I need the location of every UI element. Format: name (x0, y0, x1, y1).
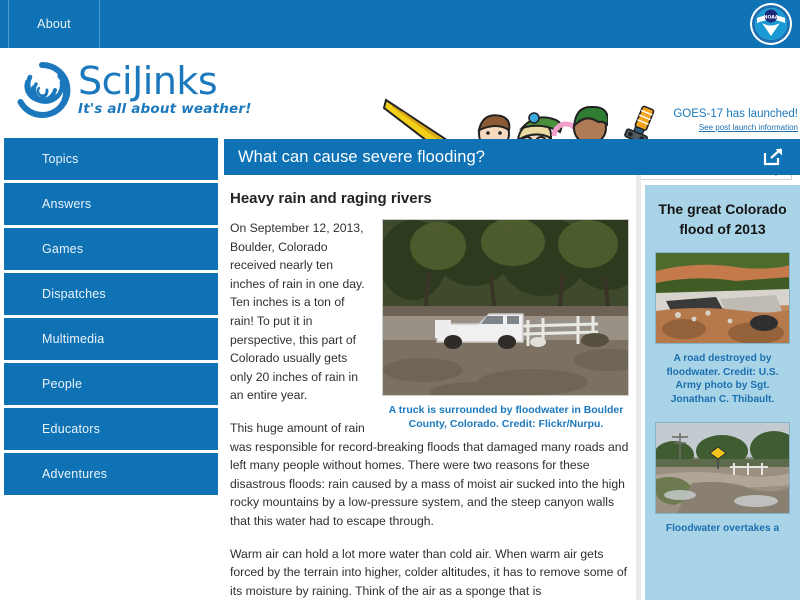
article-paragraph-2: This huge amount of rain was responsible for record-breaking floods that damaged many roads and left many people without homes. There were two reasons for these disastrous floods: rain caused by a mass of moist air sucked into the high rocky mountains by a low-pressure system, and the steep canyon walls that this water had to escape through. (230, 420, 629, 528)
sidebar-item-label: Answers (42, 197, 92, 211)
article-text (230, 219, 630, 600)
sidebar-item-educators[interactable] (4, 408, 218, 450)
sidebar-item-label: Multimedia (42, 332, 105, 346)
sidebar-item-label: Dispatches (42, 287, 106, 301)
figure-caption: A truck is surrounded by floodwater in Boulder County, Colorado. Credit: Flickr/Nurpu. (388, 404, 624, 430)
noaa-logo[interactable] (750, 3, 792, 45)
site-tagline: It's all about weather! (78, 101, 252, 117)
sidebar-related-panel (645, 185, 800, 600)
topnav-item-about[interactable] (8, 0, 100, 48)
masthead (0, 48, 800, 138)
sidebar-item-label: Educators (42, 422, 101, 436)
article-heading: Heavy rain and raging rivers (230, 190, 432, 207)
rail-caption-1: A road destroyed by floodwater. Credit: U.S. Army photo by Sgt. Jonathan C. Thibault. (666, 353, 779, 405)
site-logo[interactable] (12, 60, 252, 120)
sidebar-item-label: Games (42, 242, 84, 256)
article-figure (382, 219, 630, 431)
goes-promo-headline: GOES-17 has launched! (673, 108, 798, 120)
noaa-seal-icon (751, 4, 791, 44)
rail-heading: The great Colorado flood of 2013 (658, 201, 787, 237)
sidebar-item-answers[interactable] (4, 183, 218, 225)
sidebar-item-label: People (42, 377, 83, 391)
topnav-item-label: About (37, 17, 71, 31)
sidebar-item-multimedia[interactable] (4, 318, 218, 360)
destroyed-road-photo (655, 252, 790, 344)
main-sidebar (0, 138, 222, 600)
goes-promo (652, 107, 798, 133)
sidebar-item-games[interactable] (4, 228, 218, 270)
top-utility-nav (0, 0, 800, 48)
sidebar-item-label: Adventures (42, 467, 108, 481)
sidebar-item-adventures[interactable] (4, 453, 218, 495)
share-icon[interactable] (763, 147, 784, 166)
sidebar-item-topics[interactable] (4, 138, 218, 180)
rail-caption-2: Floodwater overtakes a (665, 523, 780, 535)
sidebar-item-dispatches[interactable] (4, 273, 218, 315)
floodwater-road-photo (655, 422, 790, 514)
flooded-truck-photo (382, 219, 629, 396)
site-name: SciJinks (78, 59, 218, 103)
sidebar-item-label: Topics (42, 152, 79, 166)
goes-promo-link[interactable]: See post launch information (698, 123, 798, 132)
sidebar-item-people[interactable] (4, 363, 218, 405)
floodwater-road-image (656, 423, 790, 514)
flooded-truck-image (383, 220, 629, 396)
content-divider (636, 175, 641, 600)
destroyed-road-image (656, 253, 790, 344)
article-paragraph-3: Warm air can hold a lot more water than cold air. When warm air gets forced by the terrain into higher, colder altitudes, it has to remove some of its moisture by raining. Think of the air as a sponge that is (230, 546, 627, 598)
article-paragraph-1: On September 12, 2013, Boulder, Colorado received nearly ten inches of rain in one day. Ten inches is a ton of rain! To put it in perspective, this part of Colorado usually gets only 20 inches of rain in an entire year. (230, 221, 365, 403)
share-button[interactable] (763, 147, 784, 166)
spiral-logo-icon (12, 60, 72, 120)
svg-text:NOAA: NOAA (763, 15, 779, 21)
page-title-bar (224, 139, 800, 175)
article-body (224, 175, 636, 600)
page-title: What can cause severe flooding? (238, 147, 486, 166)
